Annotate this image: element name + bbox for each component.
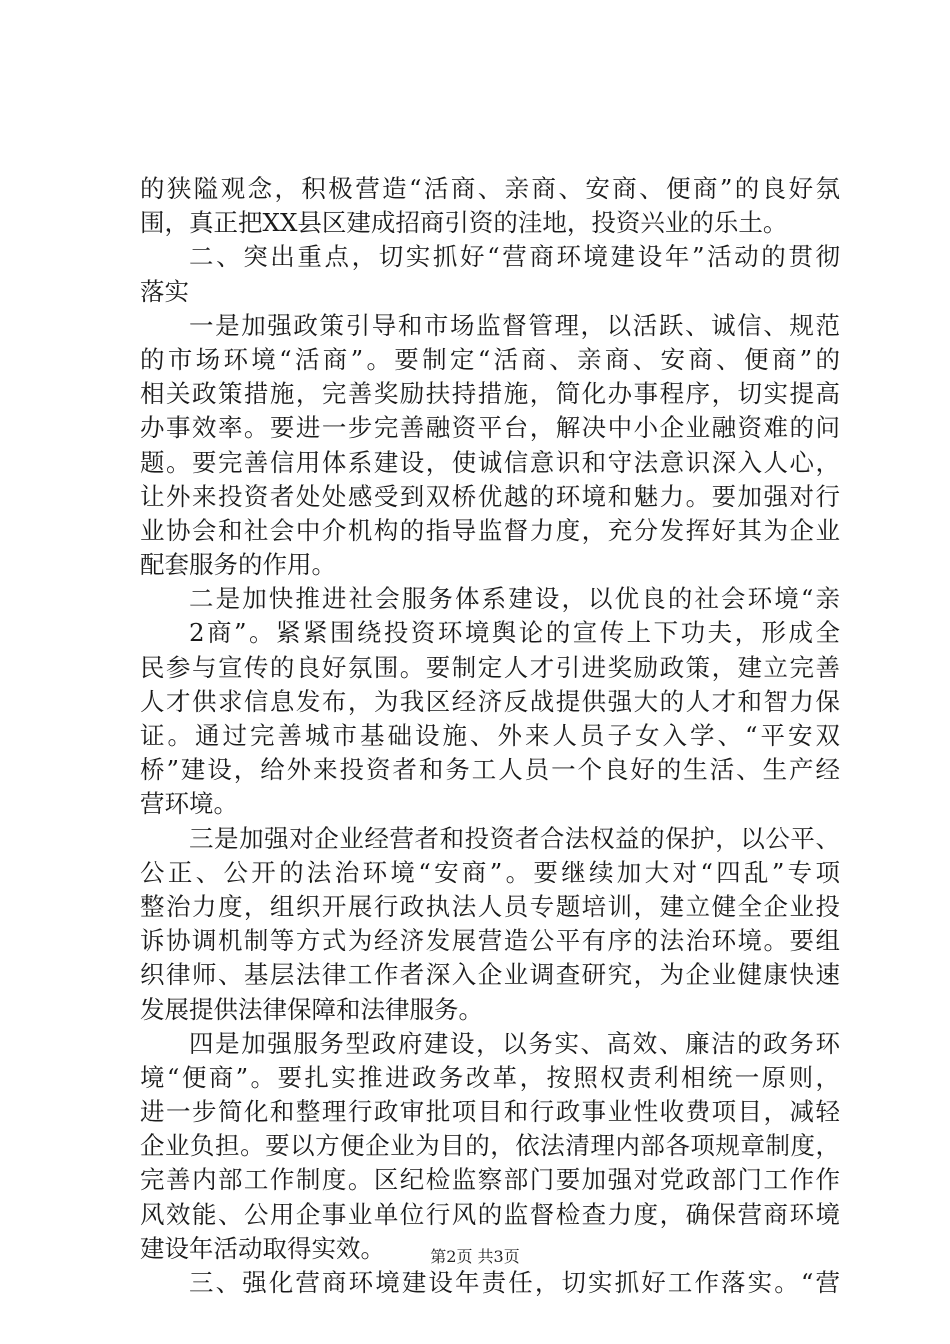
- text-line: 落实: [140, 276, 189, 306]
- text-line: 配套服务的作用。: [140, 550, 336, 580]
- text-line: 三、强化营商环境建设年责任，切实抓好工作落实。“营: [189, 1268, 840, 1297]
- text-line: 题。要完善信用体系建设，使诚信意识和守法意识深入人心，: [140, 447, 840, 477]
- text-line: 的市场环境“活商”。要制定“活商、亲商、安商、便商”的: [140, 344, 840, 374]
- text-line: 2商”。紧紧围绕投资环境舆论的宣传上下功夫，形成全: [189, 618, 840, 648]
- text-line: 让外来投资者处处感受到双桥优越的环境和魅力。要加强对行: [140, 481, 840, 511]
- text-line: 一是加强政策引导和市场监督管理，以活跃、诚信、规范: [189, 310, 840, 340]
- text-line: 进一步简化和整理行政审批项目和行政事业性收费项目，减轻: [140, 1097, 840, 1127]
- text-line: 四是加强服务型政府建设，以务实、高效、廉洁的政务环: [189, 1028, 840, 1058]
- text-line: 二、突出重点，切实抓好“营商环境建设年”活动的贯彻: [189, 242, 840, 272]
- text-line: 相关政策措施，完善奖励扶持措施，简化办事程序，切实提高: [140, 379, 840, 409]
- text-line: 织律师、基层法律工作者深入企业调查研究，为企业健康快速: [140, 960, 840, 990]
- text-line: 整治力度，组织开展行政执法人员专题培训，建立健全企业投: [140, 891, 840, 921]
- text-line: 企业负担。要以方便企业为目的，依法清理内部各项规章制度，: [140, 1131, 840, 1161]
- page-footer: 第2页 共3页: [430, 1247, 520, 1266]
- text-line: 完善内部工作制度。区纪检监察部门要加强对党政部门工作作: [140, 1165, 840, 1195]
- text-line: 三是加强对企业经营者和投资者合法权益的保护，以公平、: [189, 823, 840, 853]
- text-line: 业协会和社会中介机构的指导监督力度，充分发挥好其为企业: [140, 515, 840, 545]
- text-line: 风效能、公用企事业单位行风的监督检查力度，确保营商环境: [140, 1199, 840, 1229]
- text-line: 营环境。: [140, 789, 238, 819]
- text-line: 的狭隘观念，积极营造“活商、亲商、安商、便商”的良好氛: [140, 174, 840, 203]
- text-line: 诉协调机制等方式为经济发展营造公平有序的法治环境。要组: [140, 926, 840, 956]
- text-line: 证。通过完善城市基础设施、外来人员子女入学、“平安双: [140, 721, 840, 750]
- text-line: 境“便商”。要扎实推进政务改革，按照权责利相统一原则，: [140, 1062, 840, 1092]
- text-line: 公正、公开的法治环境“安商”。要继续加大对“四乱”专项: [140, 857, 840, 887]
- text-line: 建设年活动取得实效。: [140, 1233, 385, 1263]
- text-line: 民参与宣传的良好氛围。要制定人才引进奖励政策，建立完善: [140, 652, 840, 682]
- document-body: [140, 172, 840, 1300]
- text-line: 人才供求信息发布，为我区经济反战提供强大的人才和智力保: [140, 686, 840, 716]
- text-line: 桥”建设，给外来投资者和务工人员一个良好的生活、生产经: [140, 755, 840, 785]
- text-line: 二是加快推进社会服务体系建设，以优良的社会环境“亲: [189, 584, 840, 614]
- text-line: 发展提供法律保障和法律服务。: [140, 994, 483, 1024]
- text-line: 办事效率。要进一步完善融资平台，解决中小企业融资难的问: [140, 413, 840, 443]
- text-line: 围，真正把XX县区建成招商引资的洼地，投资兴业的乐土。: [140, 208, 788, 238]
